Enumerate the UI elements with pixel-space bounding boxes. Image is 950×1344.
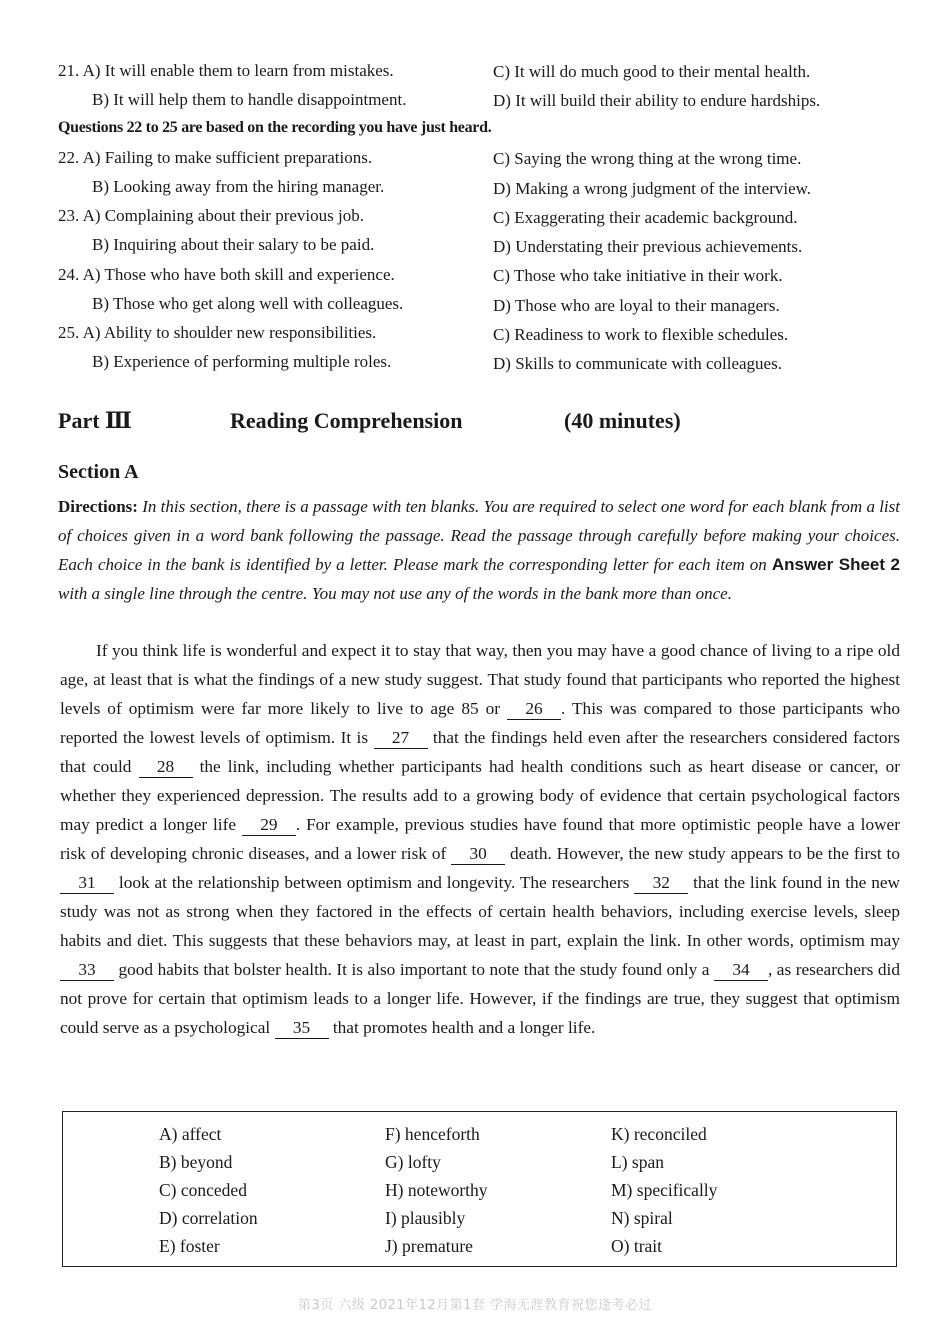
option-text: A) Complaining about their previous job. [82, 206, 364, 225]
directions-text-1: In this section, there is a passage with ten blanks. You are required to select one word for each blank from a list of choices given in a word bank following the passage. Read the passage through carefully before making your choices. Each choice in the bank is identified by a letter. Please mark the corresponding letter for each item on [58, 497, 900, 574]
word-bank-item: M) specifically [611, 1180, 718, 1200]
question-23-option-a [58, 205, 364, 227]
word-bank-column-1 [159, 1120, 258, 1260]
blank-34[interactable]: 34 [714, 960, 768, 981]
word-bank-item: D) correlation [159, 1208, 258, 1228]
word-bank [62, 1111, 897, 1267]
directions-lead: Directions: [58, 497, 138, 516]
question-22-option-d: D) Making a wrong judgment of the interview. [493, 179, 812, 198]
word-bank-item: A) affect [159, 1124, 222, 1144]
word-bank-item: O) trait [611, 1236, 663, 1256]
part-title: Reading Comprehension [230, 408, 463, 433]
option-text: A) Ability to shoulder new responsibilities. [82, 323, 377, 342]
part-label: Part Ⅲ [58, 408, 132, 433]
question-number: 24. [58, 265, 80, 284]
passage-text: . For example, previous studies have found that more optimistic people have a lower risk of developing chronic diseases, and a lower risk of [60, 815, 900, 863]
passage-text: good habits that bolster health. It is also important to note that the study found only a [114, 960, 714, 979]
blank-30[interactable]: 30 [451, 844, 505, 865]
word-bank-item: G) lofty [385, 1152, 441, 1172]
question-25-option-c: C) Readiness to work to flexible schedules. [493, 325, 789, 344]
question-23-option-b: B) Inquiring about their salary to be paid. [92, 235, 375, 254]
question-21-option-d: D) It will build their ability to endure hardships. [493, 91, 821, 110]
passage-text: , as researchers did not prove for certain that optimism leads to a longer life. However, if the findings are true, they suggest that optimism could serve as a psychological [60, 960, 900, 1037]
passage-text: look at the relationship between optimism and longevity. The researchers [114, 873, 635, 892]
word-bank-item: C) conceded [159, 1180, 247, 1200]
blank-28[interactable]: 28 [139, 757, 193, 778]
question-25-option-b: B) Experience of performing multiple roles. [92, 352, 392, 371]
word-bank-item: I) plausibly [385, 1208, 466, 1228]
answer-sheet-label: Answer Sheet 2 [771, 555, 900, 574]
question-24-option-b: B) Those who get along well with colleagues. [92, 294, 404, 313]
question-22-option-b: B) Looking away from the hiring manager. [92, 177, 385, 196]
word-bank-item: F) henceforth [385, 1124, 480, 1144]
question-number: 25. [58, 323, 80, 342]
blank-29[interactable]: 29 [242, 815, 296, 836]
option-text: A) Failing to make sufficient preparations. [82, 148, 373, 167]
questions-heading: Questions 22 to 25 are based on the recording you have just heard. [58, 119, 492, 136]
directions-text-2: with a single line through the centre. You may not use any of the words in the bank more than once. [58, 584, 732, 603]
question-number: 21. [58, 61, 80, 80]
blank-35[interactable]: 35 [275, 1018, 329, 1039]
word-bank-item: L) span [611, 1152, 664, 1172]
question-25-option-d: D) Skills to communicate with colleagues. [493, 354, 782, 373]
word-bank-item: K) reconciled [611, 1124, 707, 1144]
passage [60, 636, 900, 1042]
word-bank-column-3 [611, 1120, 717, 1260]
passage-text: death. However, the new study appears to be the first to [505, 844, 900, 863]
question-number: 22. [58, 148, 80, 167]
blank-27[interactable]: 27 [374, 728, 428, 749]
directions [58, 492, 900, 608]
option-text: A) Those who have both skill and experience. [82, 265, 395, 284]
question-21-option-c: C) It will do much good to their mental health. [493, 62, 811, 81]
section-title: Section A [58, 461, 139, 483]
question-23-option-c: C) Exaggerating their academic background. [493, 208, 798, 227]
page-footer-watermark: 第3页 六级 2021年12月第1套 学海无涯教育祝您逢考必过 [297, 1298, 653, 1313]
word-bank-item: H) noteworthy [385, 1180, 488, 1200]
option-text: A) It will enable them to learn from mistakes. [82, 61, 394, 80]
blank-33[interactable]: 33 [60, 960, 114, 981]
question-25-option-a [58, 322, 376, 344]
question-24-option-a [58, 264, 395, 286]
passage-text: that the findings held even after the researchers considered factors that could [60, 728, 900, 776]
passage-text: that promotes health and a longer life. [328, 1018, 596, 1037]
blank-26[interactable]: 26 [507, 699, 561, 720]
word-bank-item: N) spiral [611, 1208, 673, 1228]
passage-text: that the link found in the new study was not as strong when they factored in the effects of certain health behaviors, including exercise levels, sleep habits and diet. This suggests that these behaviors may, at least in part, explain the link. In other words, optimism may [60, 873, 900, 950]
question-number: 23. [58, 206, 80, 225]
part-time: (40 minutes) [564, 408, 681, 433]
question-21-option-b: B) It will help them to handle disappointment. [92, 90, 407, 109]
word-bank-item: E) foster [159, 1236, 220, 1256]
word-bank-item: J) premature [385, 1236, 473, 1256]
question-24-option-c: C) Those who take initiative in their work. [493, 266, 783, 285]
question-23-option-d: D) Understating their previous achievements. [493, 237, 803, 256]
question-24-option-d: D) Those who are loyal to their managers. [493, 296, 780, 315]
blank-32[interactable]: 32 [634, 873, 688, 894]
passage-text: If you think life is wonderful and expect it to stay that way, then you may have a good chance of living to a ripe old age, at least that is what the findings of a new study suggest. That study found that participants who reported the highest levels of optimism were far more likely to live to age 85 or [60, 641, 900, 718]
blank-31[interactable]: 31 [60, 873, 114, 894]
passage-text: the link, including whether participants had health conditions such as heart disease or cancer, or whether they experienced depression. The results add to a growing body of evidence that certain psychological factors may predict a longer life [60, 757, 900, 834]
question-21-option-a [58, 60, 394, 82]
passage-text: . This was compared to those participants who reported the lowest levels of optimism. It is [60, 699, 900, 747]
word-bank-item: B) beyond [159, 1152, 233, 1172]
question-22-option-a [58, 147, 372, 169]
word-bank-column-2 [385, 1120, 488, 1260]
question-22-option-c: C) Saying the wrong thing at the wrong time. [493, 149, 802, 168]
